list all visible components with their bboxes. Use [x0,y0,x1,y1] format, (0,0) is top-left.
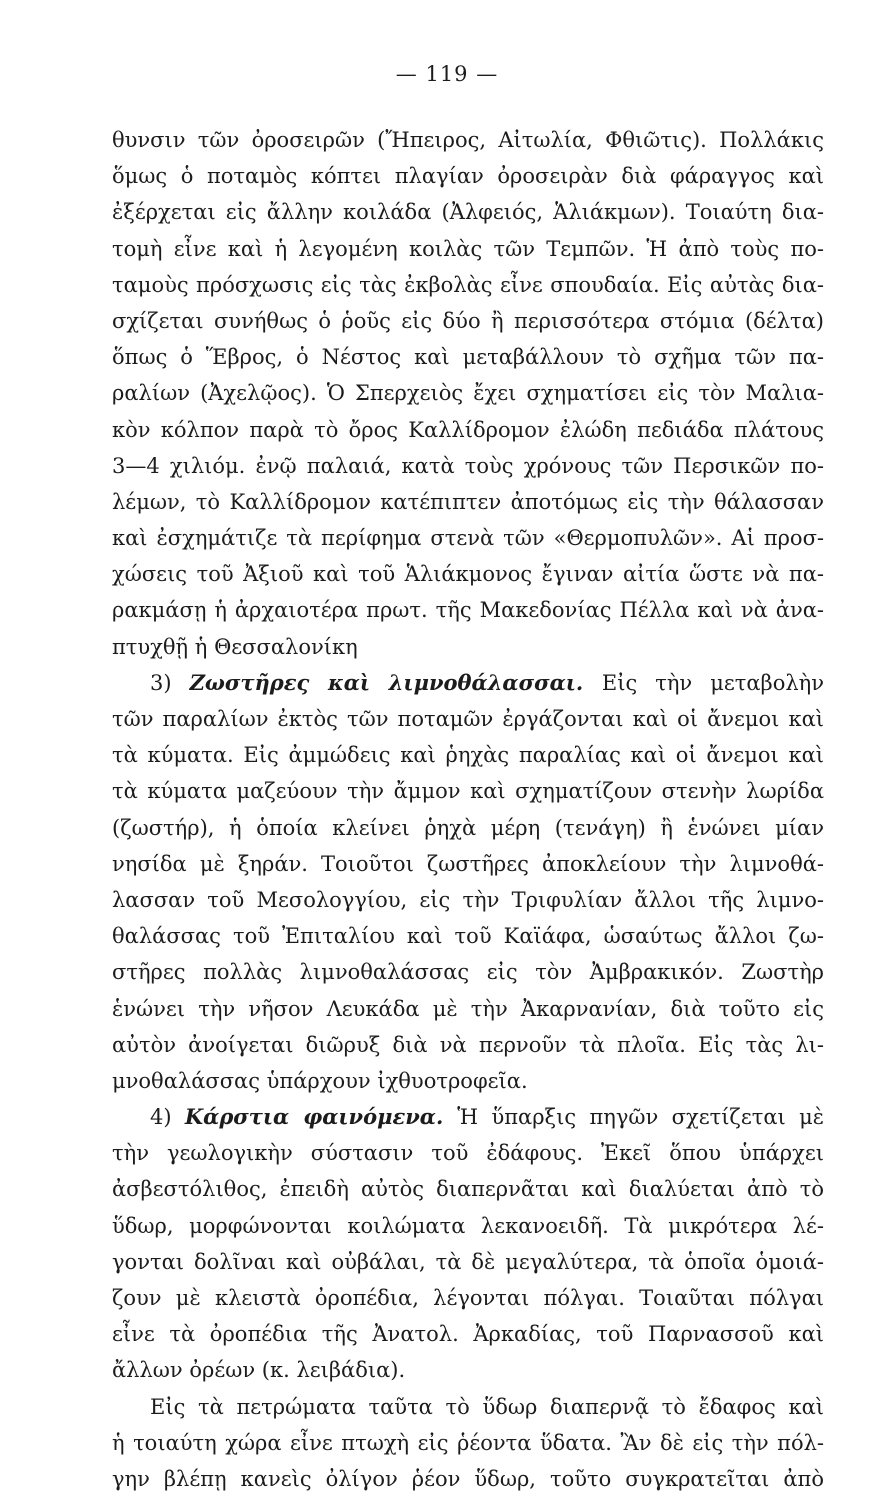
page-number: — 119 — [395,62,499,86]
line-text: ζουν μὲ κλειστὰ ὀροπέδια, λέγονται πόλγαι. Τοιαῦται πόλγαι [112,1286,824,1310]
text-line [112,375,824,411]
text-line [112,1135,824,1171]
section-heading: Κάρστια φαινόμενα. [184,1104,458,1130]
text-line [112,1244,824,1280]
line-text: ρακμάσῃ ἡ ἀρχαιοτέρα πρωτ. τῆς Μακεδονίας Πέλλα καὶ νὰ ἀνα- [112,598,824,623]
section-number: 4) [150,1105,185,1130]
text-line [112,448,824,484]
line-text: καὶ ἐσχημάτιζε τὰ περίφημα στενὰ τῶν «Θερμοπυλῶν». Αἱ προσ- [112,526,824,551]
line-text: στῆρες πολλὰς λιμνοθαλάσσας εἰς τὸν Ἀμβρακικόν. Ζωστὴρ [112,960,824,985]
text-line [112,1171,824,1207]
line-text: γονται δολῖναι καὶ οὐβάλαι, τὰ δὲ μεγαλύτερα, τὰ ὁποῖα ὁμοιά- [112,1249,824,1274]
text-line [112,158,824,194]
text-line [112,484,824,520]
line-text: 3—4 χιλιόμ. ἐνῷ παλαιά, κατὰ τοὺς χρόνους τῶν Περσικῶν πο- [112,453,824,478]
line-text: τὴν γεωλογικὴν σύστασιν τοῦ ἐδάφους. Ἐκεῖ ὅπου ὑπάρχει [112,1141,824,1166]
line-text: τὰ κύματα μαζεύουν τὴν ἄμμον καὶ σχηματίζουν στενὴν λωρίδα [112,779,824,804]
text-line [112,1425,824,1461]
line-text: λέμων, τὸ Καλλίδρομον κατέπιπτεν ἀποτόμως εἰς τὴν θάλασσαν [112,489,824,514]
text-line [112,1461,824,1497]
text-line [112,122,824,158]
line-text: θαλάσσας τοῦ Ἐπιταλίου καὶ τοῦ Καϊάφα, ὡσαύτως ἄλλοι ζω- [112,924,824,949]
line-text: τομὴ εἶνε καὶ ἡ λεγομένη κοιλὰς τῶν Τεμπῶν. Ἡ ἀπὸ τοὺς πο- [112,236,824,261]
text-line [112,918,824,954]
text-line [112,1352,824,1388]
text-line [112,303,824,339]
line-text: ἑνώνει τὴν νῆσον Λευκάδα μὲ τὴν Ἀκαρνανίαν, διὰ τοῦτο εἰς [112,996,824,1021]
text-line [112,882,824,918]
text-line [112,267,824,303]
section-heading: Ζωστῆρες καὶ λιμνοθάλασσαι. [189,669,602,695]
text-line [112,665,824,701]
line-text: Εἰς τὰ πετρώματα ταῦτα τὸ ὕδωρ διαπερνᾷ τὸ ἔδαφος καὶ [150,1394,824,1419]
line-text: ὅπως ὁ Ἕβρος, ὁ Νέστος καὶ μεταβάλλουν τὸ σχῆμα τῶν πα- [112,345,824,370]
text-line [112,231,824,267]
text-line [112,412,824,448]
line-text: χώσεις τοῦ Ἀξιοῦ καὶ τοῦ Ἁλιάκμονος ἔγιναν αἰτία ὥστε νὰ πα- [112,562,824,587]
text-line [112,556,824,592]
text-line [112,1316,824,1352]
line-text: ταμοὺς πρόσχωσις εἰς τὰς ἐκβολὰς εἶνε σπουδαία. Εἰς αὐτὰς δια- [112,272,824,297]
text-line [112,339,824,375]
line-text: μνοθαλάσσας ὑπάρχουν ἰχθυοτροφεῖα. [112,1068,528,1093]
line-text: ἐξέρχεται εἰς ἄλλην κοιλάδα (Ἀλφειός, Ἁλιάκμων). Τοιαύτη δια- [112,200,824,225]
text-line [112,1280,824,1316]
text-line [112,701,824,737]
text-line [112,1027,824,1063]
line-text: κὸν κόλπον παρὰ τὸ ὄρος Καλλίδρομον ἐλώδη πεδιάδα πλάτους [112,417,824,442]
text-line [112,629,824,665]
line-text: θυνσιν τῶν ὀροσειρῶν (Ἤπειρος, Αἰτωλία, Φθιῶτις). Πολλάκις [112,128,824,152]
line-text: σχίζεται συνήθως ὁ ῥοῦς εἰς δύο ἢ περισσότερα στόμια (δέλτα) [112,308,824,333]
page-body [112,122,824,1497]
text-line [112,810,824,846]
text-line [112,773,824,809]
text-line [112,991,824,1027]
line-text: λασσαν τοῦ Μεσολογγίου, εἰς τὴν Τριφυλίαν ἄλλοι τῆς λιμνο- [112,887,824,912]
line-text: νησίδα μὲ ξηράν. Τοιοῦτοι ζωστῆρες ἀποκλείουν τὴν λιμνοθά- [112,851,824,876]
text-line [112,520,824,556]
text-line [112,954,824,990]
line-text: ἀσβεστόλιθος, ἐπειδὴ αὐτὸς διαπερνᾶται καὶ διαλύεται ἀπὸ τὸ [112,1177,824,1202]
text-line [112,1208,824,1244]
line-text: ἡ τοιαύτη χώρα εἶνε πτωχὴ εἰς ῥέοντα ὕδατα. Ἂν δὲ εἰς τὴν πόλ- [112,1430,824,1455]
line-text: πτυχθῇ ἡ Θεσσαλονίκη [112,634,358,659]
text-line [112,592,824,628]
line-text: γην βλέπῃ κανεὶς ὀλίγον ῥέον ὕδωρ, τοῦτο συγκρατεῖται ἀπὸ [112,1466,824,1491]
text-line [112,194,824,230]
text-line [112,737,824,773]
line-text: ὕδωρ, μορφώνονται κοιλώματα λεκανοειδῆ. Τὰ μικρότερα λέ- [112,1213,824,1238]
text-line [112,1063,824,1099]
text-line [112,846,824,882]
line-text: Εἰς τὴν μεταβολὴν [601,670,824,695]
line-text: Ἡ ὕπαρξις πηγῶν σχετίζεται μὲ [457,1105,824,1130]
section-number: 3) [150,670,190,695]
line-text: ὅμως ὁ ποταμὸς κόπτει πλαγίαν ὀροσειρὰν διὰ φάραγγος καὶ [112,164,824,189]
text-line [112,1099,824,1135]
line-text: (ζωστήρ), ἡ ὁποία κλείνει ῥηχὰ μέρη (τενάγη) ἢ ἑνώνει μίαν [112,815,824,840]
line-text: ραλίων (Ἀχελῷος). Ὁ Σπερχειὸς ἔχει σχηματίσει εἰς τὸν Μαλια- [112,381,824,406]
text-line [112,1389,824,1425]
line-text: τῶν παραλίων ἐκτὸς τῶν ποταμῶν ἐργάζονται καὶ οἱ ἄνεμοι καὶ [112,707,824,731]
line-text: αὐτὸν ἀνοίγεται διῶρυξ διὰ νὰ περνοῦν τὰ πλοῖα. Εἰς τὰς λι- [112,1032,824,1057]
line-text: τὰ κύματα. Εἰς ἀμμώδεις καὶ ῥηχὰς παραλίας καὶ οἱ ἄνεμοι καὶ [112,743,824,768]
line-text: ἄλλων ὀρέων (κ. λειβάδια). [112,1358,406,1383]
line-text: εἶνε τὰ ὀροπέδια τῆς Ἀνατολ. Ἀρκαδίας, τοῦ Παρνασσοῦ καὶ [112,1322,824,1347]
